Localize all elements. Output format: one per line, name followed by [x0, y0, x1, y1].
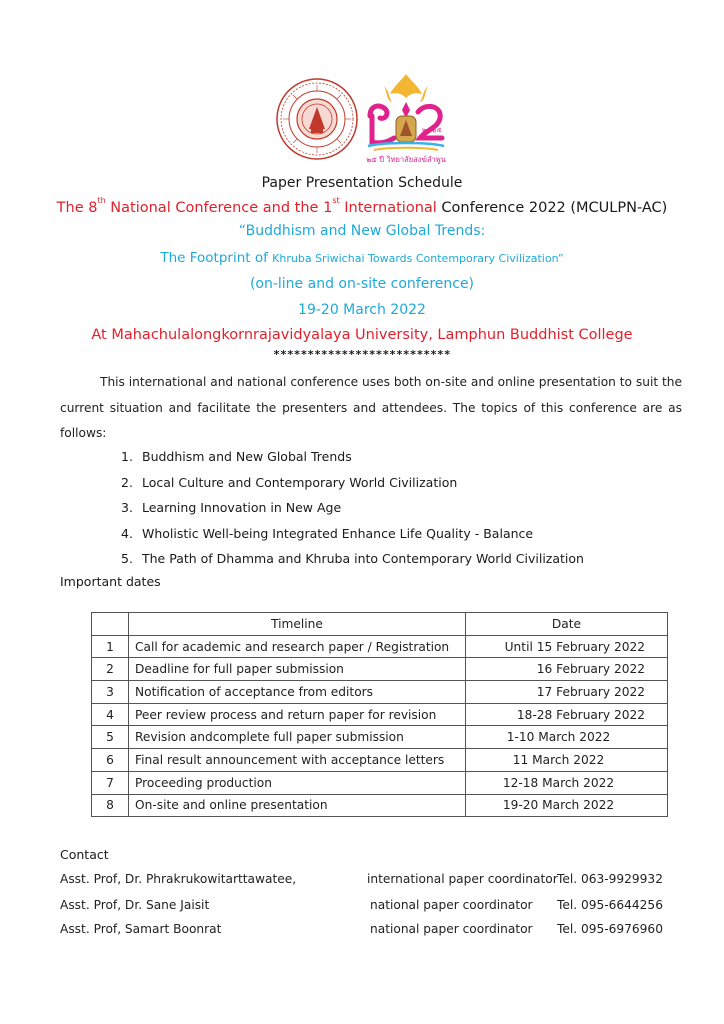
topic-item: [121, 474, 584, 500]
topic-number: 3.: [121, 500, 133, 515]
intro-paragraph: [60, 370, 682, 447]
table-row: [92, 771, 668, 794]
topics-list: [121, 448, 584, 576]
row-date: Until 15 February 2022: [466, 635, 668, 658]
row-timeline: Revision andcomplete full paper submission: [129, 726, 466, 749]
column-header-timeline: Timeline: [129, 613, 466, 636]
topic-label: Learning Innovation in New Age: [142, 500, 342, 515]
topic-label: Buddhism and New Global Trends: [142, 449, 352, 464]
topic-label: Local Culture and Contemporary World Civilization: [142, 474, 458, 490]
timeline-table: [91, 612, 668, 817]
important-dates-heading: Important dates: [60, 574, 161, 589]
row-number: 3: [92, 681, 129, 704]
row-number: 6: [92, 749, 129, 772]
table-row: [92, 658, 668, 681]
conference-mode: (on-line and on-site conference): [249, 276, 475, 292]
conference-venue: At Mahachulalongkornrajavidyalaya University, Lamphun Buddhist College: [91, 327, 633, 343]
conference-name-part1: The 8: [56, 200, 98, 216]
table-row: [92, 726, 668, 749]
topic-item: [121, 550, 584, 576]
table-row: [92, 749, 668, 772]
row-timeline: On-site and online presentation: [129, 794, 466, 817]
contact-name: Asst. Prof, Samart Boonrat: [60, 922, 222, 936]
emblem-caption: ๒๕ ปี วิทยาลัยสงฆ์ลำพูน: [366, 155, 446, 164]
topic-number: 4.: [121, 525, 133, 541]
row-timeline: Deadline for full paper submission: [129, 658, 466, 681]
row-number: 1: [92, 635, 129, 658]
contact-phone: Tel. 095-6644256: [557, 898, 663, 912]
topic-number: 5.: [121, 551, 133, 566]
theme-line-2-prefix: The Footprint of: [160, 250, 273, 266]
university-seal-logo: [275, 77, 359, 161]
topic-label: Wholistic Well-being Integrated Enhance Life Quality - Balance: [142, 525, 534, 541]
row-date: 1-10 March 2022: [466, 726, 668, 749]
separator: **************************: [273, 348, 451, 361]
topic-item: [121, 525, 584, 551]
row-timeline: Notification of acceptance from editors: [129, 681, 466, 704]
contact-role: national paper coordinator: [370, 898, 533, 912]
table-row: [92, 794, 668, 817]
conference-name-part3: International: [339, 200, 437, 216]
contact-phone: Tel. 095-6976960: [557, 922, 663, 936]
row-timeline: Call for academic and research paper / Registration: [129, 635, 466, 658]
conference-name-part2: National Conference and the 1: [105, 200, 333, 216]
row-number: 5: [92, 726, 129, 749]
row-date: 16 February 2022: [466, 658, 668, 681]
row-timeline: Final result announcement with acceptance letters: [129, 749, 466, 772]
row-timeline: Proceeding production: [129, 771, 466, 794]
theme-line-2-suffix: Khruba Sriwichai Towards Contemporary Civilization”: [272, 252, 564, 265]
intro-text: This international and national conference uses both on-site and online presentation to suit the current situation and facilitate the presenters and attendees. The topics of this conference are as follows:: [60, 375, 682, 441]
row-date: 19-20 March 2022: [466, 794, 668, 817]
row-date: 17 February 2022: [466, 681, 668, 704]
row-timeline: Peer review process and return paper for revision: [129, 703, 466, 726]
theme-line-2: [0, 250, 724, 266]
table-row: [92, 635, 668, 658]
row-number: 7: [92, 771, 129, 794]
conference-dates: 19-20 March 2022: [298, 302, 426, 318]
college-25th-anniversary-logo: [364, 72, 448, 168]
column-header-date: Date: [466, 613, 668, 636]
topic-item: [121, 499, 584, 525]
contact-heading: Contact: [60, 847, 109, 862]
topic-item: [121, 448, 584, 474]
topic-number: 2.: [121, 474, 133, 490]
header-logos: [0, 72, 724, 172]
row-date: 11 March 2022: [466, 749, 668, 772]
contact-role: international paper coordinator: [367, 872, 558, 886]
row-date: 12-18 March 2022: [466, 771, 668, 794]
row-date: 18-28 February 2022: [466, 703, 668, 726]
row-number: 8: [92, 794, 129, 817]
row-number: 2: [92, 658, 129, 681]
superscript-th: th: [97, 196, 106, 205]
row-number: 4: [92, 703, 129, 726]
contact-name: Asst. Prof, Dr. Phrakrukowitarttawatee,: [60, 872, 297, 886]
superscript-st: st: [332, 196, 340, 205]
contact-role: national paper coordinator: [370, 922, 533, 936]
page-title: Paper Presentation Schedule: [261, 175, 463, 191]
conference-name-part4: Conference 2022 (MCULPN-AC): [436, 200, 668, 216]
column-header-number: [92, 613, 129, 636]
table-header-row: [92, 613, 668, 636]
table-row: [92, 703, 668, 726]
contact-phone: Tel. 063-9929932: [557, 872, 663, 886]
table-row: [92, 681, 668, 704]
topic-label: The Path of Dhamma and Khruba into Contemporary World Civilization: [142, 551, 584, 566]
conference-name: [0, 196, 724, 216]
emblem-year: ๒๕๖๕: [422, 126, 442, 134]
contact-name: Asst. Prof, Dr. Sane Jaisit: [60, 898, 210, 912]
topic-number: 1.: [121, 449, 133, 464]
theme-line-1: “Buddhism and New Global Trends:: [238, 223, 486, 239]
